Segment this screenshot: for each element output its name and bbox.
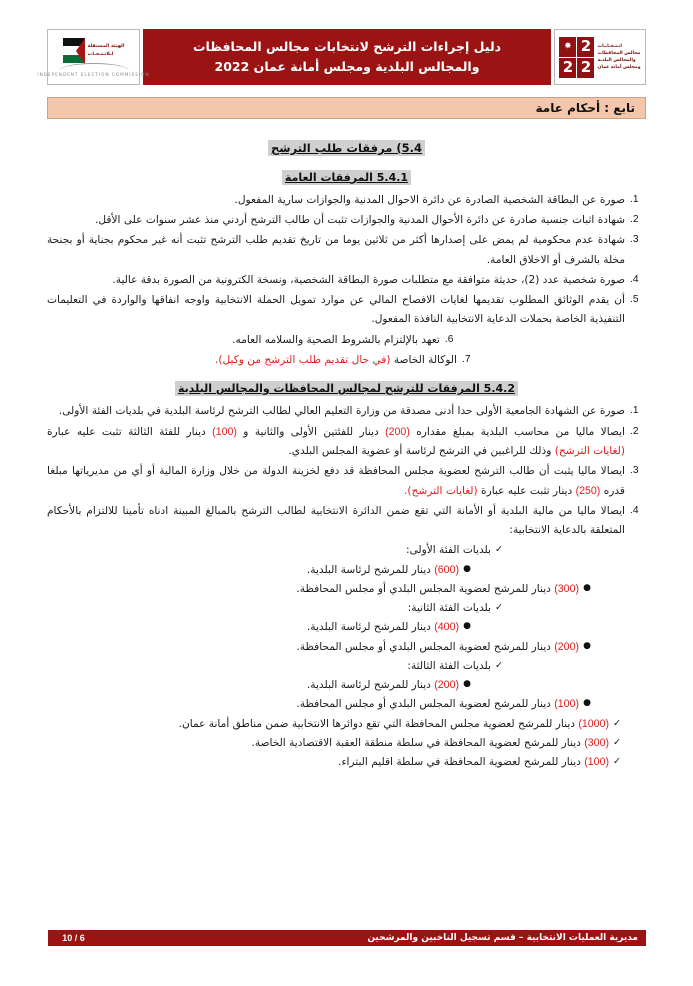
bullet-item	[47, 580, 625, 599]
list-item-number: 3.	[630, 234, 639, 246]
general-attachments-list	[47, 191, 646, 370]
document-title-line-2: والمجالس البلدية ومجلس أمانة عمان 2022	[214, 59, 480, 74]
section-banner	[47, 97, 646, 119]
fee-group-second-category	[47, 599, 625, 618]
check-icon: ✓	[613, 736, 621, 748]
fee-desc: دينار للمرشح لرئاسة البلدية.	[306, 679, 435, 692]
bullet-text	[296, 638, 579, 657]
fee-group-label: بلديات الفئة الثالثة:	[407, 659, 491, 672]
bullet-item	[47, 695, 625, 714]
list-item-number: 2.	[630, 214, 639, 226]
fee-desc: دينار للمرشح لرئاسة البلدية.	[306, 563, 435, 576]
logo-digit-2a: 2	[577, 37, 594, 57]
list-item-text: صورة عن الشهادة الجامعية الأولى حدا أدنى مصدقة من وزارة التعليم العالي لطالب الترشح لرئاسة البلدية في بلديات الفئة الأولى.	[58, 405, 625, 418]
fee-group-second-bullets	[47, 618, 625, 657]
bullet-icon: ●	[463, 621, 471, 632]
fee-amount-250: (250)	[575, 484, 601, 497]
document-title-banner	[143, 29, 551, 85]
bullet-icon: ●	[583, 582, 591, 593]
page-footer	[47, 930, 646, 946]
list-item-text	[47, 462, 625, 501]
list-item	[47, 291, 646, 330]
check-icon: ✓	[613, 756, 621, 768]
gov-fee-text-part-3: .	[404, 484, 408, 497]
gov-fee-text-part-2: دينار تثبت عليه عبارة	[477, 484, 576, 497]
footer-department-label: مديرية العمليات الانتخابية – قسم تسجيل الناخبين والمرشحين	[367, 933, 638, 943]
list-item-number: 3.	[630, 465, 639, 477]
fee-text-part-2: دينار للفئتين الأولى والثانية و	[236, 425, 386, 438]
agency-text-red: (في حال تقديم طلب الترشح من وكيل).	[215, 353, 391, 366]
list-item-number: 4.	[630, 273, 639, 285]
check-icon: ✓	[495, 544, 503, 556]
special-fee-desc: دينار للمرشح لعضوية مجلس المحافظة التي تقع دوائرها الانتخابية ضمن مناطق أمانة عمان.	[178, 717, 579, 730]
logo-2022-text	[597, 43, 640, 71]
council-attachments-list	[47, 402, 646, 540]
list-item-fee-governorate	[47, 462, 646, 501]
page-number: 6 / 10	[47, 930, 99, 946]
bullet-icon: ●	[463, 563, 471, 574]
special-fee-text	[47, 734, 609, 753]
gov-fee-purpose-phrase: (لغايات الترشح)	[407, 484, 478, 497]
list-item-text: صورة شخصية عدد (2)، حديثة متوافقة مع متطلبات صورة البطاقة الشخصية، ونسخة الكترونية من الصورة بدقة عالية.	[112, 273, 625, 286]
fee-amount-200: (200)	[385, 425, 410, 438]
fee-amount-600: (600)	[434, 563, 459, 576]
fee-amount-100-petra: (100)	[584, 756, 609, 769]
logo-digit-2c: 2	[559, 58, 576, 78]
heading-5-4-2-label: 5.4.2 المرفقات للترشح لمجالس المحافظات والمجالس البلدية	[175, 381, 518, 396]
check-item-aqaba	[47, 734, 625, 753]
logo-2022-line1: انـتـخـابـات	[597, 43, 623, 49]
bullet-icon: ●	[583, 698, 591, 709]
fee-amount-300-aqaba: (300)	[584, 736, 609, 749]
fee-group-first-bullets	[47, 561, 625, 600]
list-item-number: 5.	[630, 294, 639, 306]
fee-amount-400: (400)	[434, 621, 459, 634]
list-item-number: 4.	[630, 504, 639, 516]
special-fee-desc: دينار للمرشح لعضوية المحافظة في سلطة اقليم البتراء.	[338, 756, 585, 769]
list-item-deposit	[47, 502, 646, 541]
list-item	[47, 331, 646, 350]
heading-5-4-1-label: 5.4.1 المرفقات العامة	[282, 170, 411, 185]
iec-logo-inner	[37, 38, 150, 77]
list-item-text: ايصالا ماليا من مالية البلدية أو الأمانة التي تقع ضمن الدائرة الانتخابية لطالب الترشح بالمبالغ المبينة ادناه تأمينا للالتزام بالأحكام المتعلقة بالدعاية الانتخابية:	[47, 504, 625, 537]
check-item-petra	[47, 753, 625, 772]
list-item-special-agency	[47, 351, 646, 370]
bullet-item	[47, 638, 625, 657]
fee-amount-200-third: (200)	[434, 679, 459, 692]
fee-desc: دينار للمرشح لعضوية المجلس البلدي أو مجلس المحافظة.	[296, 640, 555, 653]
election-2022-logo	[554, 29, 646, 85]
document-page	[0, 29, 693, 986]
logo-2022-line4: ومجلس أمانة عمان	[597, 65, 641, 71]
special-fee-desc: دينار للمرشح لعضوية المحافظة في سلطة منطقة العقبة الاقتصادية الخاصة.	[251, 736, 585, 749]
bullet-text	[307, 676, 459, 695]
fee-group-label: بلديات الفئة الثانية:	[407, 602, 491, 615]
fee-purpose-phrase: (لغايات الترشح)	[554, 444, 625, 457]
bullet-item	[47, 676, 625, 695]
bullet-text	[296, 695, 579, 714]
iec-logo-top	[51, 38, 136, 64]
list-item-number: 7.	[461, 353, 471, 365]
list-item-text: صورة عن البطاقة الشخصية الصادرة عن دائرة الاحوال المدنية والجوازات سارية المفعول.	[234, 193, 625, 206]
list-item	[47, 231, 646, 270]
iec-logo	[37, 29, 150, 85]
check-item-amman	[47, 715, 625, 734]
logo-digit-0-star-icon	[559, 37, 576, 57]
fee-text-part-1: ايصالا ماليا من محاسب البلدية بمبلغ مقداره	[409, 425, 625, 438]
fee-amount-200-second: (200)	[554, 640, 579, 653]
list-item-text	[215, 351, 457, 370]
iec-swoosh-decoration	[59, 63, 129, 71]
list-item-text	[47, 423, 625, 462]
fee-amount-1000: (1000)	[578, 717, 609, 730]
logo-2022-line3: والمجالس البلدية	[597, 58, 636, 63]
fee-text-part-3: دينار للفئة الثالثة تثبت عليه عبارة	[47, 425, 213, 438]
iec-logo-line2: لـلانـتـخـاب	[87, 51, 114, 57]
list-item-text: شهادة اثبات جنسية صادرة عن دائرة الأحوال المدنية والجوازات تثبت أن طالب الترشح أردني منذ عشر سنوات على الأقل.	[95, 214, 625, 227]
fee-amount-100: (100)	[212, 425, 237, 438]
section-banner-label: تابع : أحكام عامة	[535, 101, 635, 115]
heading-5-4	[47, 137, 646, 159]
check-item	[47, 599, 625, 618]
fee-groups	[47, 541, 646, 772]
bullet-item	[47, 561, 625, 580]
list-item-text: تعهد بالإلتزام بالشروط الصحية والسلامه العامه.	[232, 333, 440, 346]
logo-2022-inner	[558, 37, 642, 78]
logo-2022-line2: مجالس المحافظات	[597, 50, 641, 56]
bullet-text	[307, 618, 459, 637]
bullet-icon: ●	[583, 640, 591, 651]
list-item	[47, 402, 646, 421]
bullet-icon: ●	[463, 679, 471, 690]
check-icon: ✓	[613, 717, 621, 729]
fee-amount-100-third: (100)	[554, 698, 579, 711]
special-fee-text	[47, 715, 609, 734]
heading-5-4-label: 5.4) مرفقات طلب الترشح	[268, 140, 425, 156]
check-item	[47, 541, 625, 560]
bullet-text	[307, 561, 459, 580]
document-content	[47, 119, 646, 772]
list-item-number: 6.	[444, 333, 454, 345]
special-fees-list	[47, 715, 625, 773]
page-header	[37, 29, 646, 85]
fee-desc: دينار للمرشح لرئاسة البلدية.	[306, 621, 435, 634]
fee-desc: دينار للمرشح لعضوية المجلس البلدي أو مجلس المحافظة.	[296, 582, 555, 595]
list-item-text: شهادة عدم محكومية لم يمض على إصدارها أكثر من ثلاثين يوما من تاريخ تقديم طلب الترشح تثبت أنه غير محكوم بجناية أو بجنحة مخلة بالشرف أو الاخلاق العامة.	[47, 234, 625, 266]
fee-group-third-category	[47, 657, 625, 676]
list-item-text: أن يقدم الوثائق المطلوب تقديمها لغايات الافصاح المالي عن موارد تمويل الحملة الانتخابية واوجه انفاقها والواردة في التعليمات التنفيذية الخاصة بحملات الدعاية الانتخابية النافذة المفعول.	[47, 294, 625, 326]
list-item	[47, 211, 646, 230]
list-item-number: 2.	[630, 425, 639, 437]
check-item	[47, 657, 625, 676]
document-title-line-1: دليل إجراءات الترشح لانتخابات مجالس المحافظات	[192, 38, 502, 54]
iec-logo-text	[88, 43, 125, 58]
logo-2022-digits	[559, 37, 594, 78]
fee-desc: دينار للمرشح لعضوية المجلس البلدي أو مجلس المحافظة.	[296, 698, 555, 711]
fee-group-third-bullets	[47, 676, 625, 715]
list-item-number: 1.	[630, 405, 639, 417]
list-item	[47, 191, 646, 210]
special-fee-text	[47, 753, 609, 772]
check-icon: ✓	[495, 659, 503, 671]
list-item-number: 1.	[630, 193, 639, 205]
iec-logo-subline: INDEPENDENT ELECTION COMMISSION	[37, 71, 150, 77]
gov-fee-text-part-1: ايصالا ماليا يثبت أن طالب الترشح لعضوية مجلس المحافظة قد دفع لخزينة الدولة من خلال وزارة المالية أو أي من مديرياتها مبلغا قدره	[47, 465, 625, 497]
fee-text-part-4: وذلك للراغبين في الترشح لرئاسة أو عضوية المجلس البلدي.	[288, 444, 555, 457]
check-icon: ✓	[495, 602, 503, 614]
bullet-text	[296, 580, 579, 599]
jordan-flag-icon	[63, 38, 85, 64]
heading-5-4-2	[47, 377, 646, 398]
list-item	[47, 271, 646, 290]
heading-5-4-1	[47, 166, 646, 187]
fee-amount-300: (300)	[554, 582, 579, 595]
list-item-fee-municipal	[47, 423, 646, 462]
iec-logo-line1: الهيئة المستقلة	[87, 43, 125, 49]
agency-text-black: الوكالة الخاصة	[390, 353, 457, 366]
logo-digit-2b: 2	[577, 58, 594, 78]
bullet-item	[47, 618, 625, 637]
fee-group-first-category	[47, 541, 625, 560]
fee-group-label: بلديات الفئة الأولى:	[405, 544, 491, 557]
